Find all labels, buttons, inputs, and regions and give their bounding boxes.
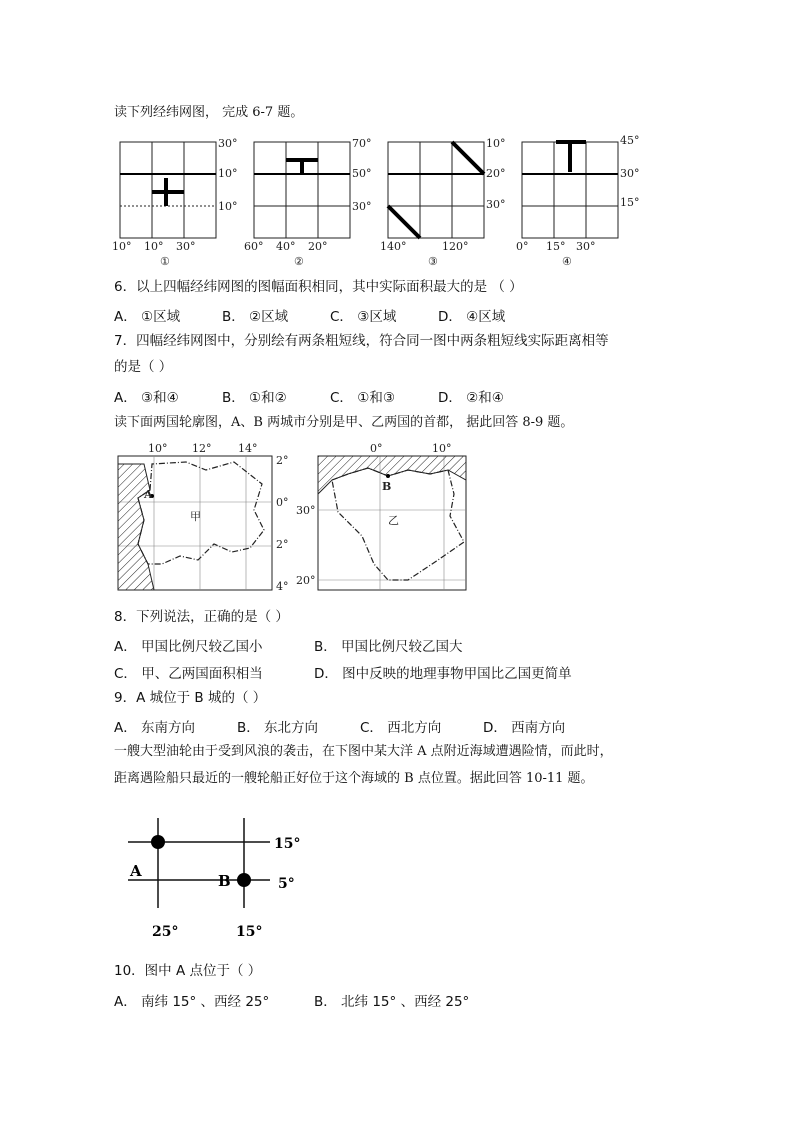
grid-1-number: ①: [160, 255, 170, 268]
lon-25-label: 25°: [152, 924, 179, 940]
intro-8-9: 读下面两国轮廓图，A、B 两城市分别是甲、乙两国的首都， 据此回答 8-9 题。: [114, 415, 574, 430]
question-9-option-b: B． 东北方向: [237, 720, 319, 736]
map1-lat-2: 0°: [276, 496, 289, 509]
grid-2-lat-top: 70°: [352, 137, 372, 150]
map2-lat-1: 30°: [296, 504, 316, 517]
grid-4-lat-top: 45°: [620, 134, 640, 147]
intro-10-11-line-2: 距离遇险船只最近的一艘轮船正好位于这个海域的 B 点位置。据此回答 10-11 题。: [114, 771, 594, 786]
grid-3-bold-diagonal-bottom: [388, 206, 420, 238]
grid-1: [112, 137, 238, 268]
grid-2-lon-2: 40°: [276, 240, 296, 253]
grid-4: [516, 134, 640, 268]
map1-lon-3: 14°: [238, 442, 258, 455]
grid-2-number: ②: [294, 255, 304, 268]
map2-lon-2: 10°: [432, 442, 452, 455]
grid-3-bold-diagonal-top: [452, 142, 484, 174]
map2-city-b: B: [382, 480, 392, 493]
question-9-option-a: A． 东南方向: [114, 720, 196, 736]
map1-city-a: A: [144, 488, 153, 501]
question-8-stem: 8．下列说法，正确的是（ ）: [114, 609, 289, 625]
grid-4-lon-2: 15°: [546, 240, 566, 253]
map1-country-label: 甲: [190, 510, 201, 523]
question-9-option-c: C． 西北方向: [360, 720, 442, 736]
point-a-label: A: [130, 862, 142, 880]
grid-4-lat-bot: 15°: [620, 196, 640, 209]
question-9-option-d: D． 西南方向: [483, 720, 566, 736]
grid-3-lat-mid: 20°: [486, 167, 506, 180]
grid-1-lat-top: 30°: [218, 137, 238, 150]
grid-1-lon-3: 30°: [176, 240, 196, 253]
map-country-jia: [118, 442, 289, 593]
grid-1-lat-mid: 10°: [218, 167, 238, 180]
question-10-option-b: B． 北纬 15° 、西经 25°: [314, 994, 470, 1010]
country-outline-maps: [114, 440, 494, 596]
intro-10-11-line-1: 一艘大型油轮由于受到风浪的袭击，在下图中某大洋 A 点附近海域遭遇险情，而此时，: [114, 744, 613, 759]
question-6-option-a: A． ①区域: [114, 309, 181, 325]
map1-lat-4: 4°: [276, 580, 289, 593]
grid-3-lat-top: 10°: [486, 137, 506, 150]
grid-1-lat-bot: 10°: [218, 200, 238, 213]
question-6-option-c: C． ③区域: [330, 309, 397, 325]
question-7-stem-line-1: 7．四幅经纬网图中，分别绘有两条粗短线，符合同一图中两条粗短线实际距离相等: [114, 333, 609, 349]
question-7-option-d: D． ②和④: [438, 390, 504, 406]
map1-lon-2: 12°: [192, 442, 212, 455]
grid-4-number: ④: [562, 255, 572, 268]
question-6-option-d: D． ④区域: [438, 309, 506, 325]
point-b-marker: [237, 873, 251, 887]
grid-4-lon-1: 0°: [516, 240, 529, 253]
lat-5-label: 5°: [278, 876, 295, 892]
question-10-option-a: A． 南纬 15° 、西经 25°: [114, 994, 270, 1010]
map1-lon-1: 10°: [148, 442, 168, 455]
question-10-stem: 10．图中 A 点位于（ ）: [114, 963, 262, 979]
grid-4-lat-mid: 30°: [620, 167, 640, 180]
grid-1-lon-2: 10°: [144, 240, 164, 253]
question-6-stem: 6．以上四幅经纬网图的图幅面积相同，其中实际面积最大的是 （ ）: [114, 279, 523, 295]
point-b-label: B: [218, 872, 231, 890]
grid-3-lon-1: 140°: [380, 240, 407, 253]
question-6-option-b: B． ②区域: [222, 309, 289, 325]
grid-2-lon-3: 20°: [308, 240, 328, 253]
question-9-stem: 9．A 城位于 B 城的（ ）: [114, 690, 267, 706]
grid-2-lat-mid: 50°: [352, 167, 372, 180]
map1-lat-3: 2°: [276, 538, 289, 551]
map2-country-label: 乙: [388, 514, 399, 527]
question-8-option-a: A． 甲国比例尺较乙国小: [114, 639, 263, 655]
lat-long-grids-figure: [110, 132, 670, 272]
grid-2-lon-1: 60°: [244, 240, 264, 253]
grid-2: [244, 137, 372, 268]
ocean-grid-figure: [120, 818, 320, 948]
intro-6-7: 读下列经纬网图， 完成 6-7 题。: [114, 105, 304, 120]
question-8-option-c: C． 甲、乙两国面积相当: [114, 666, 263, 682]
grid-4-lon-3: 30°: [576, 240, 596, 253]
grid-3: [380, 137, 506, 268]
grid-2-lat-bot: 30°: [352, 200, 372, 213]
grid-1-lon-1: 10°: [112, 240, 132, 253]
grid-3-number: ③: [428, 255, 438, 268]
map2-lat-2: 20°: [296, 574, 316, 587]
grid-3-lon-2: 120°: [442, 240, 469, 253]
question-7-stem-line-2: 的是（ ）: [114, 359, 173, 375]
point-a-marker: [151, 835, 165, 849]
question-7-option-a: A． ③和④: [114, 390, 179, 406]
question-7-option-c: C． ①和③: [330, 390, 395, 406]
map1-lat-1: 2°: [276, 454, 289, 467]
lat-15-label: 15°: [274, 836, 301, 852]
grid-3-lat-bot: 30°: [486, 198, 506, 211]
map2-lon-1: 0°: [370, 442, 383, 455]
lon-15-label: 15°: [236, 924, 263, 940]
question-8-option-b: B． 甲国比例尺较乙国大: [314, 639, 463, 655]
question-8-option-d: D． 图中反映的地理事物甲国比乙国更简单: [314, 666, 572, 682]
map-country-yi: [296, 442, 466, 590]
question-7-option-b: B． ①和②: [222, 390, 287, 406]
